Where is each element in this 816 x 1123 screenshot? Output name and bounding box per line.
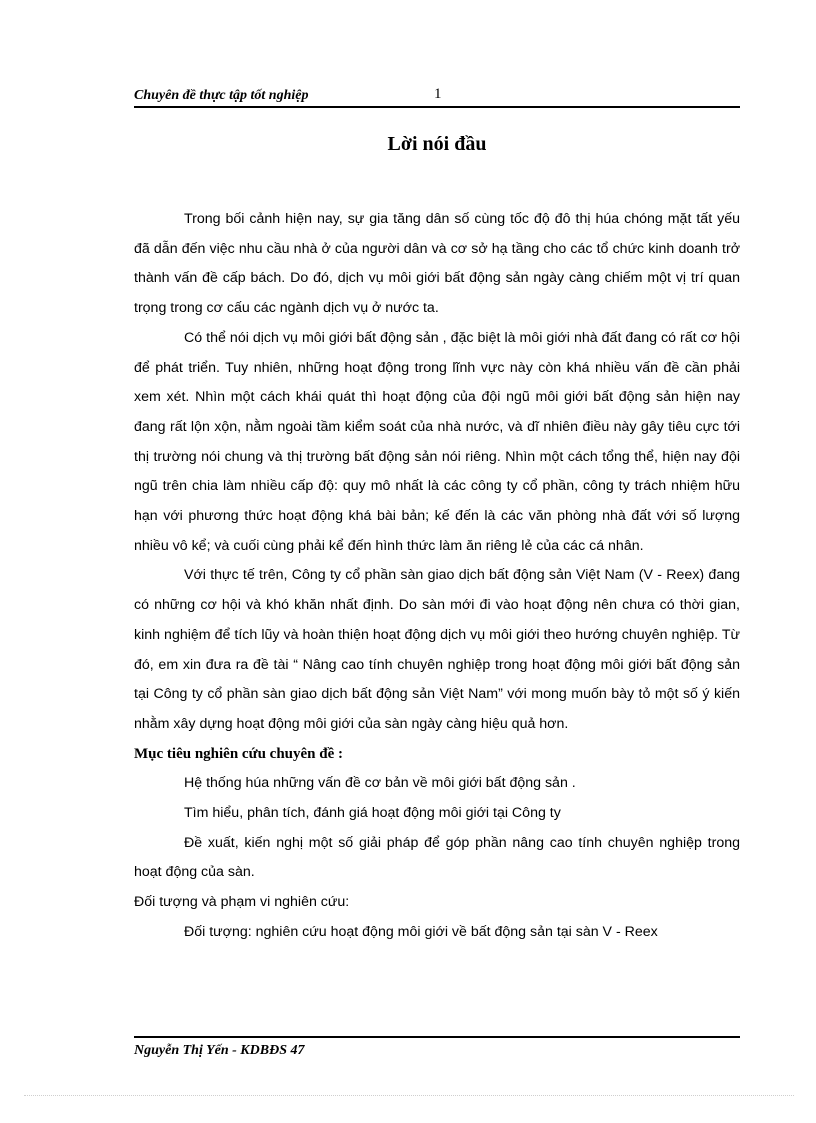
- objective-item: Đề xuất, kiến nghị một số giải pháp để góp phần nâng cao tính chuyên nghiệp trong hoạt động của sàn.: [134, 834, 740, 881]
- page-title: Lời nói đầu: [387, 133, 487, 155]
- header-title: Chuyên đề thực tập tốt nghiệp: [134, 88, 309, 103]
- scope-heading: Đối tượng và phạm vi nghiên cứu:: [134, 894, 350, 911]
- objective-item: Hệ thống húa những vấn đề cơ bản về môi giới bất động sản .: [184, 775, 576, 792]
- objective-item: Tìm hiểu, phân tích, đánh giá hoạt động môi giới tại Công ty: [184, 805, 561, 822]
- scope-item: Đối tượng: nghiên cứu hoạt động môi giới về bất động sản tại sàn V - Reex: [184, 923, 658, 940]
- footer-divider: [134, 1036, 740, 1038]
- objectives-heading: Mục tiêu nghiên cứu chuyên đề :: [134, 745, 344, 762]
- intro-paragraph: Với thực tế trên, Công ty cổ phần sàn giao dịch bất động sản Việt Nam (V - Reex) đang có những cơ hội và khó khăn nhất định. Do sàn mới đi vào hoạt động nên chưa có thời gian, kinh nghiệm để tích lũy và hoàn thiện hoạt động dịch vụ môi giới theo hướng chuyên nghiệp. Từ đó, em xin đưa ra đề tài “ Nâng cao tính chuyên nghiệp trong hoạt động môi giới bất động sản tại Công ty cổ phần sàn giao dịch bất động sản Việt Nam” với mong muốn bày tỏ một số ý kiến nhằm xây dựng hoạt động môi giới của sàn ngày càng hiệu quả hơn.: [134, 567, 740, 732]
- page-number: 1: [434, 86, 442, 102]
- footer-author: Nguyễn Thị Yến - KDBĐS 47: [134, 1043, 305, 1058]
- document-body: [134, 205, 740, 948]
- intro-paragraph: Có thể nói dịch vụ môi giới bất động sản , đặc biệt là môi giới nhà đất đang có rất cơ hội để phát triển. Tuy nhiên, những hoạt động trong lĩnh vực này còn khá nhiều vấn đề cần phải xem xét. Nhìn một cách khái quát thì hoạt động của đội ngũ môi giới bất động sản hiện nay đang rất lộn xộn, nằm ngoài tầm kiểm soát của nhà nước, và dĩ nhiên điều này gây tiêu cực tới thị trường nói chung và thị trường bất động sản nói riêng. Nhìn một cách tổng thể, hiện nay đội ngũ trên chia làm nhiều cấp độ: quy mô nhất là các công ty cổ phần, công ty trách nhiệm hữu hạn với phương thức hoạt động khá bài bản; kế đến là các văn phòng nhà đất với số lượng nhiều vô kể; và cuối cùng phải kể đến hình thức làm ăn riêng lẻ của các cá nhân.: [134, 329, 740, 554]
- page-header: [134, 86, 740, 108]
- intro-paragraph: Trong bối cảnh hiện nay, sự gia tăng dân số cùng tốc độ đô thị húa chóng mặt tất yếu đã dẫn đến việc nhu cầu nhà ở của người dân và cơ sở hạ tầng cho các tổ chức kinh doanh trở thành vấn đề cấp bách. Do đó, dịch vụ môi giới bất động sản ngày càng chiếm một vị trí quan trọng trong cơ cấu các ngành dịch vụ ở nước ta.: [134, 211, 740, 317]
- page-bottom-edge: [24, 1095, 794, 1096]
